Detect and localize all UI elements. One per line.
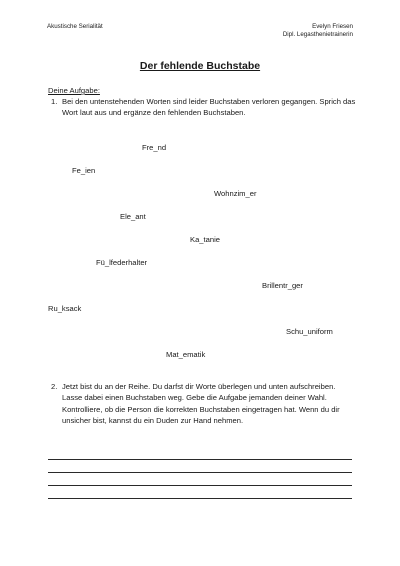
word-item[interactable]: Fre_nd [142,143,167,152]
answer-line[interactable] [48,459,352,460]
task-item-2 [51,381,356,426]
word-item[interactable]: Mat_ematik [166,350,206,359]
word-item[interactable]: Schu_uniform [286,327,333,336]
page-title: Der fehlende Buchstabe [139,60,261,72]
header-author-title: Dipl. Legasthenietrainerin [282,31,353,38]
header-author [283,23,353,39]
answer-line[interactable] [48,472,352,473]
word-item[interactable]: Ka_tanie [190,235,220,244]
header-author-name: Evelyn Friesen [312,23,353,30]
header-subject: Akustische Serialität [47,23,103,30]
answer-line[interactable] [48,485,352,486]
word-item[interactable]: Ru_ksack [48,304,82,313]
word-item[interactable]: Brillentr_ger [262,281,303,290]
word-item[interactable]: Fü_lfederhalter [96,258,148,267]
task-number: 1. [51,97,58,106]
word-item[interactable]: Wohnzim_er [214,189,257,198]
task-text: Jetzt bist du an der Reihe. Du darfst dir Worte überlegen und unten aufschreiben. Lasse dabei einen Buchstaben weg. Gebe die Aufgabe jemanden deiner Wahl. Kontrolliere, ob die Person die korrekten Buchstaben eingetragen hat. Wenn du dir unsicher bist, kannst du ein Duden zur Hand nehmen. [62,382,340,425]
word-item[interactable]: Fe_ien [72,166,96,175]
task-text: Bei den untenstehenden Worten sind leider Buchstaben verloren gegangen. Sprich das Wort laut aus und ergänze den fehlenden Buchstaben. [62,97,356,118]
word-item[interactable]: Ele_ant [120,212,146,221]
task-heading: Deine Aufgabe: [48,86,100,95]
task-number: 2. [51,382,58,391]
answer-line[interactable] [48,498,352,499]
task-item-1 [51,96,361,119]
